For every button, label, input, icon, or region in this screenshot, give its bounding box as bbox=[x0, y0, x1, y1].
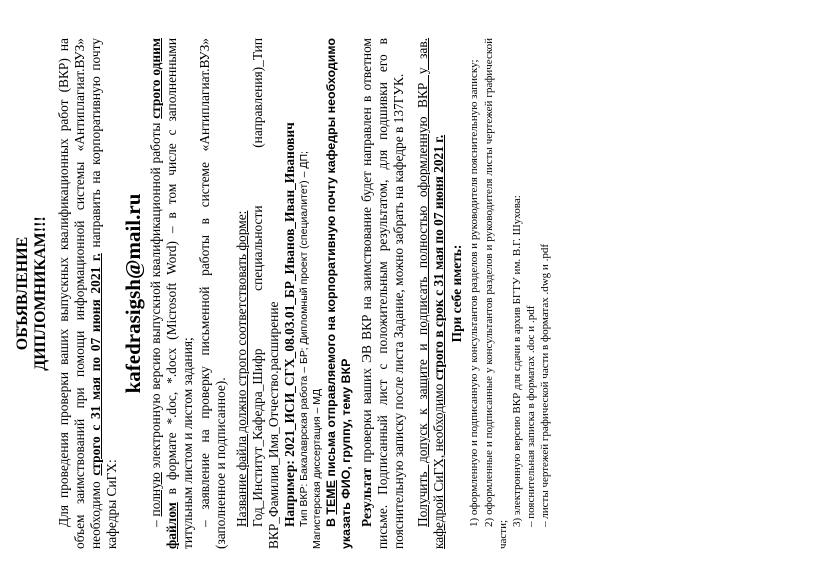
admission-paragraph bbox=[415, 38, 447, 549]
filename-example bbox=[282, 38, 298, 549]
intro-paragraph bbox=[56, 38, 120, 549]
bullet-dash: – bbox=[148, 516, 164, 527]
admission-deadline: строго в срок с 31 мая по 07 июня 2021 г. bbox=[431, 134, 447, 381]
email-topic-note bbox=[324, 38, 354, 549]
topic-prefix: В bbox=[324, 514, 339, 527]
intro-deadline: строго с 31 мая по 07 июня 2021 г. bbox=[87, 253, 103, 476]
filename-pattern: Год_Институт_Кафедра_Шифр специальности (направления)_Тип ВКР_Фамилия_Имя_Отчество.расширение bbox=[249, 38, 281, 549]
heading-line-2: ДИПЛОМНИКАМ!!! bbox=[32, 216, 50, 371]
bullet-full-word: полную bbox=[148, 472, 164, 517]
result-text: проверки ваших ЭВ ВКР на заимствование будет направлен в ответном письме. Подписанный лист с положительным результатом, для подшивки его в пояснительную записку после листа Задание, можно забрать на кафедре в 137ГУК. bbox=[358, 38, 407, 549]
topic-text: письма отправляемого на корпоративную почту кафедры необходимо указать ФИО, группу, тему ВКР bbox=[324, 38, 354, 549]
admission-text: Получить допуск к защите и подписать полностью оформленную ВКР у зав. кафедрой СиГХ, необходимо bbox=[415, 38, 447, 549]
checklist-title: При себе иметь: bbox=[449, 244, 465, 343]
requirement-bullet-1 bbox=[148, 38, 196, 549]
checklist-item: 3) электронную версию ВКР для сдачи в архив БГТУ им. В.Г. Шухова: bbox=[510, 195, 523, 527]
filename-label: Название файла должно строго соответствовать форме: bbox=[233, 210, 249, 527]
requirement-bullet-2: – заявление на проверку письменной работы в системе «Антиплагиат.ВУЗ» (заполненное и подписанное). bbox=[196, 38, 228, 549]
department-email[interactable]: kafedrasigsh@mail.ru bbox=[121, 193, 146, 394]
intro-text-2: направить на корпоративную почту кафедры СиГХ: bbox=[87, 38, 120, 549]
checklist-item: – пояснительная записка в форматах .doc и .pdf bbox=[524, 305, 537, 527]
bullet-strict-file: строго одним файлом bbox=[148, 38, 180, 549]
example-label: Например: bbox=[281, 456, 297, 527]
result-bold: Результат bbox=[358, 467, 374, 527]
heading-line-1: ОБЪЯВЛЕНИЕ bbox=[14, 236, 31, 351]
checklist-item: – листы чертежей графической части в форматах .dwg и .pdf bbox=[538, 244, 551, 527]
checklist bbox=[467, 38, 551, 549]
filename-rules bbox=[234, 38, 250, 549]
bullet-text-1: электронную версию выпускной квалификационной работы bbox=[148, 118, 164, 473]
checklist-item: 2) оформленные и подписанные у консультантов разделов и руководителя листы чертежей графической части; bbox=[482, 38, 509, 549]
topic-word: ТЕМЕ bbox=[324, 480, 339, 515]
example-value: 2021_ИСИ_СГХ_08.03.01_БР_Иванов_Иван_Иванович bbox=[281, 122, 297, 457]
vkr-types-2: Магистерская диссертация – МД bbox=[311, 388, 324, 549]
checklist-item: 1) оформленную и подписанную у консультантов разделов и руководителя пояснительную записку; bbox=[468, 59, 481, 527]
vkr-types: Тип ВКР: Бакалаврская работа – БР; Дипломный проект (специалитет) – ДП; bbox=[297, 151, 310, 527]
result-paragraph bbox=[359, 38, 407, 549]
bullet-text-2: в формате *.doc, *.docx (Microsoft Word) – в том числе с заполненными титульным листом и листом задания; bbox=[164, 38, 196, 549]
announcement-page bbox=[8, 28, 808, 563]
announcement-heading bbox=[14, 38, 51, 549]
intro-text-1: Для проведения проверки ваших выпускных квалификационных работ (ВКР) на объем заимствований при помощи информационной системы «Антиплагиат.ВУЗ» необходимо bbox=[55, 38, 103, 549]
